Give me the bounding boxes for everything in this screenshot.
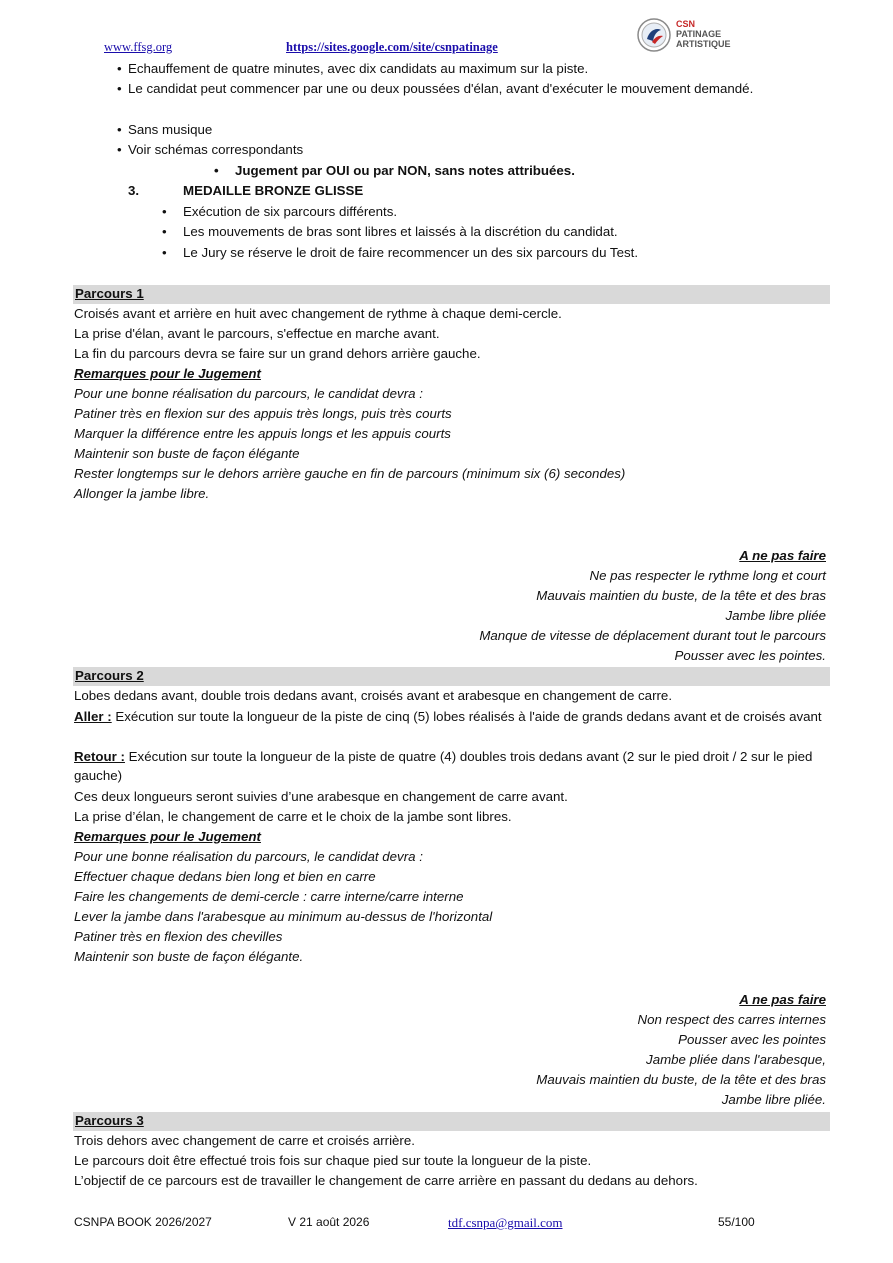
dont-line: Manque de vitesse de déplacement durant tout le parcours [479,628,826,643]
section-header-parcours2 [73,667,830,686]
remark-line: Allonger la jambe libre. [74,486,210,501]
section-title: Parcours 1 [75,286,144,301]
intro-bullet: • Sans musique [128,121,212,139]
remark-line: Pour une bonne réalisation du parcours, le candidat devra : [74,386,423,401]
dont-line: Jambe pliée dans l'arabesque, [646,1052,826,1067]
footer-book: CSNPA BOOK 2026/2027 [74,1215,212,1229]
dont-line: Pousser avec les pointes [678,1032,826,1047]
aller-label: Aller : [74,709,112,724]
dont-title: A ne pas faire [739,548,826,563]
retour-text: Exécution sur toute la longueur de la piste de quatre (4) doubles trois dedans avant (2 sur le pied droit / 2 sur le pied gauche) [74,749,813,783]
retour-label: Retour : [74,749,125,764]
judgement-line: • Jugement par OUI ou par NON, sans notes attribuées. [235,162,575,180]
csn-logo [636,17,756,57]
remark-line: Patiner très en flexion sur des appuis très longs, puis très courts [74,406,452,421]
remarks-title: Remarques pour le Jugement [74,366,261,381]
footer-version: V 21 août 2026 [288,1215,370,1229]
dont-title: A ne pas faire [739,992,826,1007]
remark-line: Patiner très en flexion des chevilles [74,929,283,944]
parcours3-line: L’objectif de ce parcours est de travailler le changement de carre arrière en passant du dedans au dehors. [74,1173,698,1188]
dont-line: Ne pas respecter le rythme long et court [589,568,826,583]
footer-email-link[interactable]: tdf.csnpa@gmail.com [448,1215,563,1230]
footer-page-number: 55/100 [718,1215,755,1229]
remark-line: Faire les changements de demi-cercle : carre interne/carre interne [74,889,464,904]
medal-bullet: • Le Jury se réserve le droit de faire recommencer un des six parcours du Test. [183,244,638,262]
section-title: Parcours 2 [75,668,144,683]
parcours2-retour [74,747,830,785]
parcours1-line: Croisés avant et arrière en huit avec changement de rythme à chaque demi-cercle. [74,306,562,321]
dont-line: Mauvais maintien du buste, de la tête et des bras [536,588,826,603]
section-header-parcours3 [73,1112,830,1131]
section-header-parcours1 [73,285,830,304]
aller-text: Exécution sur toute la longueur de la piste de cinq (5) lobes réalisés à l'aide de grands dedans avant et de croisés avant [115,709,822,724]
remark-line: Effectuer chaque dedans bien long et bien en carre [74,869,376,884]
intro-bullet: • Voir schémas correspondants [128,141,303,159]
logo-text [676,19,731,49]
parcours2-aller [74,707,830,726]
parcours3-line: Le parcours doit être effectué trois fois sur chaque pied sur toute la longueur de la piste. [74,1153,592,1168]
remark-line: Pour une bonne réalisation du parcours, le candidat devra : [74,849,423,864]
medal-bullet: • Les mouvements de bras sont libres et laissés à la discrétion du candidat. [183,223,618,241]
remark-line: Marquer la différence entre les appuis longs et les appuis courts [74,426,451,441]
intro-bullet: • Le candidat peut commencer par une ou deux poussées d'élan, avant d'exécuter le mouvement demandé. [128,79,830,98]
remark-line: Maintenir son buste de façon élégante [74,446,300,461]
dont-line: Pousser avec les pointes. [674,648,826,663]
remark-line: Rester longtemps sur le dehors arrière gauche en fin de parcours (minimum six (6) secondes) [74,466,626,481]
logo-line: PATINAGE [676,29,722,39]
skater-emblem-icon [636,17,672,53]
remark-line: Maintenir son buste de façon élégante. [74,949,304,964]
medal-title: MEDAILLE BRONZE GLISSE [183,183,364,198]
remark-line: Lever la jambe dans l'arabesque au minimum au-dessus de l'horizontal [74,909,493,924]
intro-bullet: • Echauffement de quatre minutes, avec dix candidats au maximum sur la piste. [128,60,588,78]
parcours1-line: La fin du parcours devra se faire sur un grand dehors arrière gauche. [74,346,481,361]
medal-bullet: • Exécution de six parcours différents. [183,203,397,221]
logo-line: ARTISTIQUE [676,39,731,49]
dont-line: Jambe libre pliée [725,608,826,623]
parcours1-line: La prise d'élan, avant le parcours, s'effectue en marche avant. [74,326,440,341]
parcours3-line: Trois dehors avec changement de carre et croisés arrière. [74,1133,415,1148]
logo-line: CSN [676,19,696,29]
section-title: Parcours 3 [75,1113,144,1128]
parcours2-line: Ces deux longueurs seront suivies d’une arabesque en changement de carre avant. [74,789,568,804]
remarks-title: Remarques pour le Jugement [74,829,261,844]
dont-line: Jambe libre pliée. [721,1092,826,1107]
site-link[interactable]: www.ffsg.org [104,40,173,54]
dont-line: Mauvais maintien du buste, de la tête et des bras [536,1072,826,1087]
site-url-link[interactable]: https://sites.google.com/site/csnpatinage [286,40,498,54]
parcours2-line: La prise d’élan, le changement de carre et le choix de la jambe sont libres. [74,809,512,824]
dont-line: Non respect des carres internes [637,1012,826,1027]
parcours2-line: Lobes dedans avant, double trois dedans avant, croisés avant et arabesque en changement de carre. [74,688,673,703]
medal-number: 3. [128,183,140,198]
